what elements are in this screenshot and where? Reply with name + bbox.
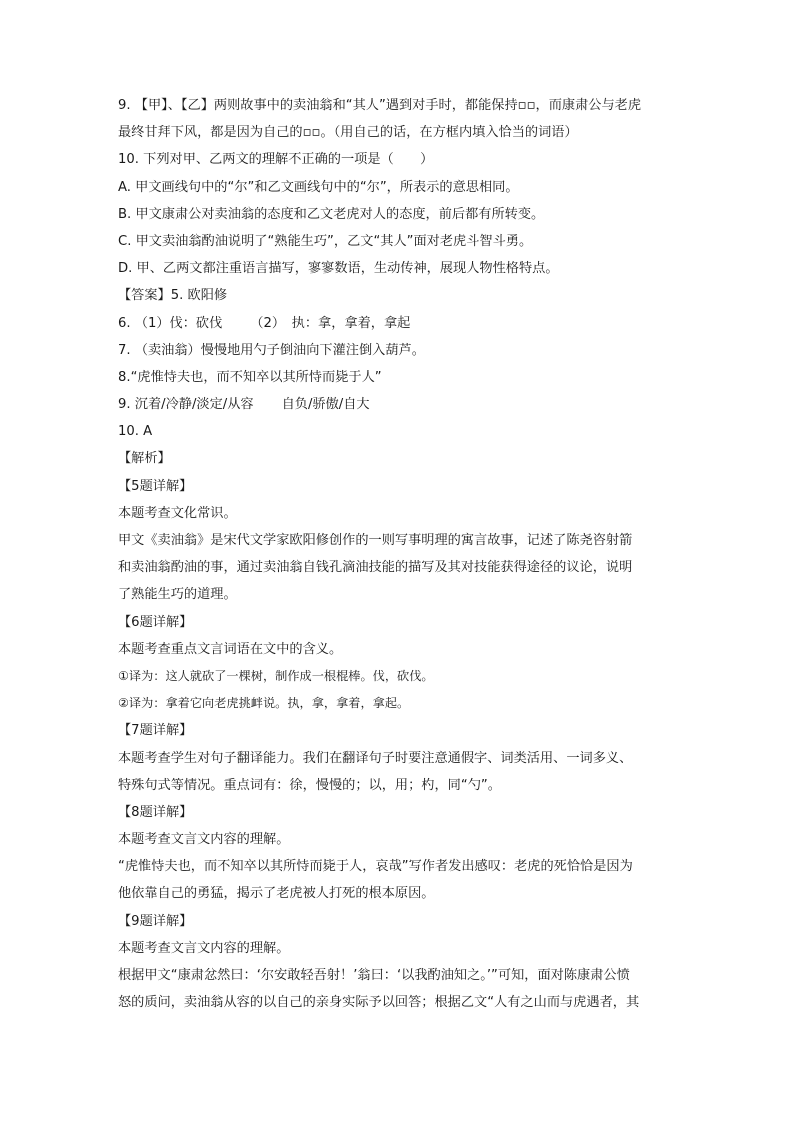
detail-6-item-2: ②译为：拿着它向老虎挑衅说。执，拿，拿着，拿起。 [118,696,410,711]
answer-10: 10. A [118,424,153,440]
detail-5-title: 【5题详解】 [118,478,193,494]
detail-5-intro: 本题考查文化常识。 [118,505,237,521]
answer-5: 【答案】5. 欧阳修 [118,288,228,304]
question-10-option-b: B. 甲文康肃公对卖油翁的态度和乙文老虎对人的态度，前后都有所转变。 [118,206,545,222]
answer-7: 7. （卖油翁）慢慢地用勺子倒油向下灌注倒入葫芦。 [118,342,425,358]
answer-9-part-1: 9. 沉着/冷静/淡定/从容 [118,397,254,413]
detail-5-body-line: 了熟能生巧的道理。 [118,587,237,603]
question-9-line-2: 最终甘拜下风，都是因为自己的▫▫。（用自己的话，在方框内填入恰当的词语） [118,125,578,141]
detail-8-intro: 本题考查文言文内容的理解。 [118,832,290,848]
detail-5-body-line: 甲文《卖油翁》是宋代文学家欧阳修创作的一则写事明理的寓言故事，记述了陈尧咨射箭 [118,533,633,548]
question-10-option-c: C. 甲文卖油翁酌油说明了“熟能生巧”，乙文“其人”面对老虎斗智斗勇。 [118,233,533,249]
answer-9-part-2: 自负/骄傲/自大 [281,397,370,413]
detail-7-body-line: 本题考查学生对句子翻译能力。我们在翻译句子时要注意通假字、词类活用、一词多义、 [118,750,633,766]
detail-7-title: 【7题详解】 [118,723,193,739]
question-10-stem: 10. 下列对甲、乙两文的理解不正确的一项是（ ） [118,152,434,168]
answer-8: 8.“虎惟恃夫也，而不知卒以其所恃而毙于人” [118,369,382,385]
detail-6-intro: 本题考查重点文言词语在文中的含义。 [118,641,343,657]
detail-8-body-line: “虎惟恃夫也，而不知卒以其所恃而毙于人，哀哉”写作者发出感叹：老虎的死恰恰是因为 [118,859,633,875]
answer-6-part-2: （2） 执：拿，拿着，拿起 [250,315,411,331]
detail-5-body-line: 和卖油翁酌油的事，通过卖油翁自钱孔滴油技能的描写及其对技能获得途径的议论，说明 [118,560,633,576]
detail-6-title: 【6题详解】 [118,614,193,630]
detail-9-body-line: 怒的质问，卖油翁从容的以自己的亲身实际予以回答；根据乙文“人有之山而与虎遇者，其 [118,995,640,1011]
question-9-line-1: 9. 【甲】、【乙】两则故事中的卖油翁和“其人”遇到对手时，都能保持▫▫，而康肃公与老虎 [118,98,642,113]
answer-9 [118,391,678,418]
detail-8-title: 【8题详解】 [118,804,193,820]
answer-6 [118,310,678,337]
question-10-option-a: A. 甲文画线句中的“尔”和乙文画线句中的“尔”，所表示的意思相同。 [118,179,519,195]
question-10-option-d: D. 甲、乙两文都注重语言描写，寥寥数语，生动传神，展现人物性格特点。 [118,261,559,277]
detail-6-item-1: ①译为：这人就砍了一棵树，制作成一根棍棒。伐，砍伐。 [118,668,434,683]
answer-6-part-1: 6. （1）伐：砍伐 [118,315,223,331]
detail-9-title: 【9题详解】 [118,913,193,929]
detail-8-body-line: 他依靠自己的勇猛，揭示了老虎被人打死的根本原因。 [118,886,435,902]
detail-9-body-line: 根据甲文“康肃忿然曰：‘尔安敢轻吾射！’翁曰：‘以我酌油知之。’”可知，面对陈康肃公愤 [118,968,630,983]
detail-9-intro: 本题考查文言文内容的理解。 [118,940,290,956]
document-page [118,92,678,1016]
detail-7-body-line: 特殊句式等情况。重点词有：徐，慢慢的；以，用；杓，同“勺”。 [118,777,501,793]
analysis-header: 【解析】 [118,451,171,467]
